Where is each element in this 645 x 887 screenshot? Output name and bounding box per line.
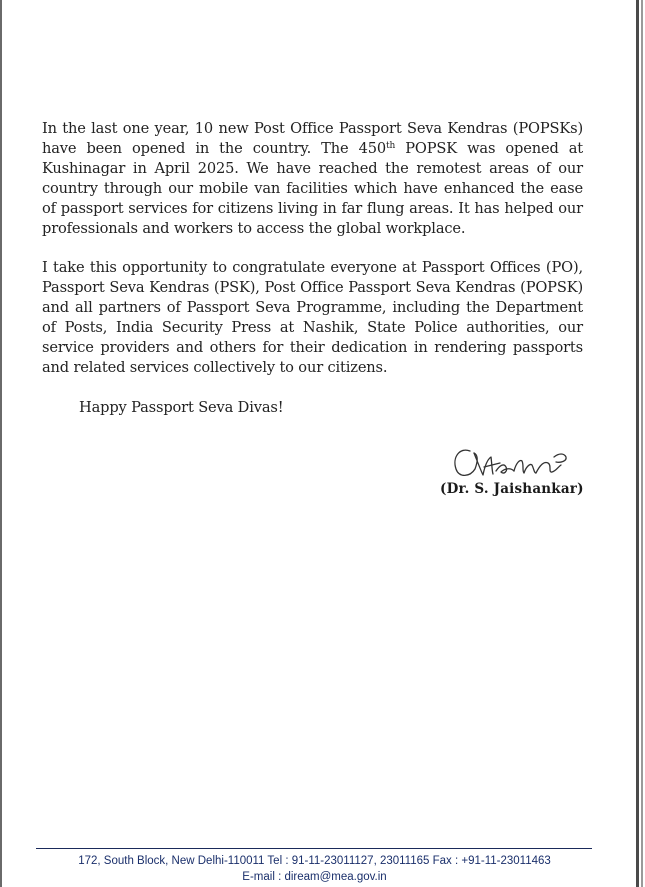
footer-address: 172, South Block, New Delhi-110011 Tel : 91-11-23011127, 23011165 Fax : +91-11-23011463 xyxy=(78,855,551,867)
paragraph-1-part-1: In the last one year, 10 new Post Office Passport Seva Kendras (POPSKs) have been opened in the country. The 450 xyxy=(42,120,583,157)
ordinal-suffix: th xyxy=(386,141,396,151)
signature-stroke-5 xyxy=(514,460,536,473)
letter-body xyxy=(42,119,583,397)
paragraph-1-part-2: POPSK was opened at Kushinagar in April 2025. We have reached the remotest areas of our country through our mobile van facilities which have enhanced the ease of passport services for citizens living in far flung areas. It has helped our professionals and workers to access the global workplace. xyxy=(42,140,583,237)
page-edge-left xyxy=(0,0,2,887)
page-edge-right-shadow xyxy=(641,0,643,887)
signatory-name: (Dr. S. Jaishankar) xyxy=(440,481,584,497)
footer-email: E-mail : diream@mea.gov.in xyxy=(242,871,387,883)
page-edge-right xyxy=(636,0,639,887)
paragraph-popsk-expansion xyxy=(42,119,583,239)
signature-stroke-4 xyxy=(496,465,514,473)
signature-stroke-6 xyxy=(536,462,561,473)
paragraph-congratulations: I take this opportunity to congratulate everyone at Passport Offices (PO), Passport Seva Kendras (PSK), Post Office Passport Seva Kendras (POPSK) and all partners of Passport Seva Programme, including the Department of Posts, India Security Press at Nashik, State Police authorities, our service providers and others for their dedication in rendering passports and related services collectively to our citizens. xyxy=(42,259,583,376)
footer-divider xyxy=(36,848,592,849)
signature-stroke-7 xyxy=(554,454,566,462)
closing-greeting: Happy Passport Seva Divas! xyxy=(79,399,284,416)
